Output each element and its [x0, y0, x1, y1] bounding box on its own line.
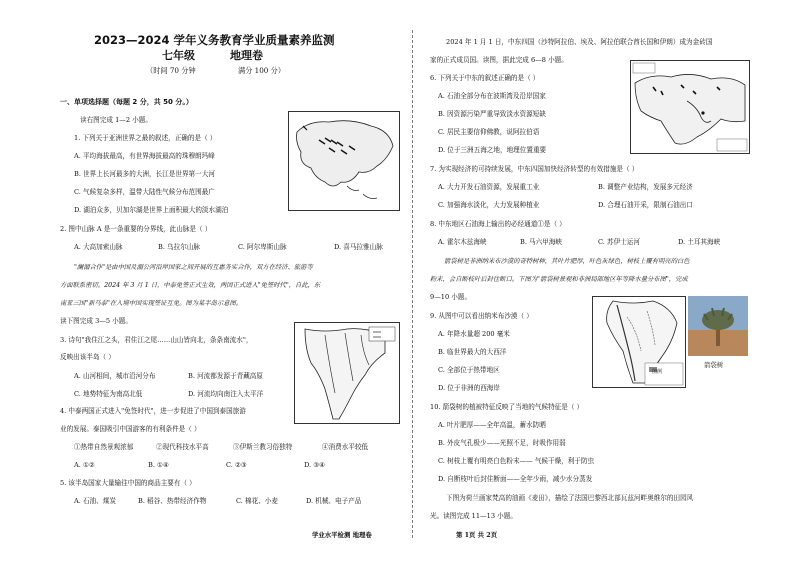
- passage-line-1: "澜湄合作"是由中国及湄公河沿岸国家之间开展的互惠务实合作，双方在经济、旅游等: [74, 264, 313, 271]
- q10-option-b: B. 外皮气孔极少——光照不足，时吸作用弱: [438, 439, 566, 447]
- q3-option-b: B. 河流都发源于青藏高原: [188, 372, 263, 380]
- question-9: 9. 从图中可以看出纳米布沙漠（ ）: [430, 312, 533, 320]
- question-3: 3. 诗句"我住江之头，君住江之尾……山山皆向北，条条南流水"，: [60, 336, 253, 344]
- right-passage-line-1: 2024 年 1 月 1 日，中东四国（沙特阿拉伯、埃及、阿拉伯联合酋长国和伊朗）成为金砖国: [446, 38, 713, 46]
- question-7: 7. 为实现经济的可持续发展，中东四国加快经济转型的有效措施是（ ）: [430, 165, 639, 173]
- right-passage-line-6: 下图为荷兰画家梵高的油画《麦田》，描绘了法国巴黎西北部瓦兹河畔奥维尔的田园风: [446, 494, 694, 502]
- q3-option-c: C. 地势特征为南高北低: [74, 390, 143, 398]
- q7-option-d: D. 合理石油开采，限制石油出口: [598, 201, 693, 209]
- passage-line-2: 方面联系密切。2024 年 3 月 1 日，中泰免签正式生效，两国正式进入"免签时代"，自此，东: [60, 282, 321, 289]
- q10-option-c: C. 树枝上覆有明亮白色粉末—— 气候干燥，利于防虫: [438, 457, 595, 465]
- asia-map: [289, 112, 399, 210]
- q4-item-3: ③伊斯兰教习俗独特: [233, 443, 293, 451]
- q3-option-d: D. 河流均向南注入太平洋: [188, 390, 264, 398]
- q6-option-d: D. 位于三洲五海之地，地理位置重要: [438, 146, 547, 154]
- right-passage-line-2: 家的正式成员国。读图，据此完成 6—8 小题。: [430, 56, 568, 64]
- q4-item-1: ①热带自然景观浓郁: [74, 443, 134, 451]
- question-10: 10. 箭袋树的植被特征反映了当地的气候特征是（ ）: [430, 403, 584, 411]
- question-4: 4. 中泰两国正式进入"免签时代"，进一步促进了中国到泰国旅游: [60, 407, 246, 415]
- q6-option-a: A. 石油全部分布在波斯湾及沿岸国家: [438, 92, 546, 100]
- q6-option-b: B. 因资源污染严重导致淡水资源短缺: [438, 110, 546, 118]
- left-footer: 学业水平检测 地理卷: [312, 531, 372, 539]
- subject-label: 地理卷: [230, 49, 263, 62]
- right-passage-line-4: 粉末，会自断枝叶后封住断口。下图为"箭袋树景观和非洲局部地区年等降水量分布图"，完成: [430, 276, 688, 283]
- q5-option-a: A. 石油、煤炭: [74, 497, 116, 505]
- q1-option-b: B. 世界上长河最多的大洲，长江是世界第一大河: [74, 170, 215, 178]
- column-divider: [412, 30, 413, 538]
- right-passage-line-3: 箭袋树是非洲纳米布沙漠的奇特树种，其叶片肥厚，叶色灰绿色，树枝上覆有明亮的白色: [444, 258, 690, 265]
- q5-option-c: C. 棉花、小麦: [236, 497, 278, 505]
- q8-option-d: D. 土耳其海峡: [678, 238, 721, 246]
- q5-option-b: B. 稻谷、热带经济作物: [138, 497, 207, 505]
- intro-q3-5: 读下图完成 3—5 小题。: [60, 317, 132, 325]
- q10-option-d: D. 自断枝叶后封住断面——全年少雨，减少水分蒸发: [438, 475, 593, 483]
- q9-option-a: A. 年降水量超 200 毫米: [438, 330, 510, 338]
- peninsula-map: [295, 323, 399, 423]
- quiver-tree-image: [688, 296, 748, 356]
- score-info: 满分 100 分）: [238, 66, 286, 75]
- q2-option-a: A. 大高加索山脉: [74, 243, 123, 251]
- q4-option-b: B. ①④: [148, 461, 169, 469]
- q4-item-4: ④消费水平较低: [322, 443, 369, 451]
- grade-label: 七年级: [162, 49, 195, 62]
- q1-option-d: D. 湖泊众多，贝加尔湖是世界上面积最大的淡水湖泊: [74, 206, 229, 214]
- q4-option-d: D. ③④: [304, 461, 326, 469]
- asia-map-figure: [288, 111, 400, 211]
- q5-option-d: D. 机械、电子产品: [306, 497, 362, 505]
- q4-option-a: A. ①②: [74, 461, 95, 469]
- quiver-tree-caption: 箭袋树: [704, 361, 724, 369]
- q1-option-a: A. 平均海拔最高，有世界海拔最高的珠穆朗玛峰: [74, 152, 215, 160]
- q4-option-c: C. ②③: [226, 461, 247, 469]
- right-passage-line-5: 9—10 小题。: [430, 293, 472, 301]
- peninsula-map-figure: [294, 322, 400, 424]
- q7-option-a: A. 大力开发石油资源，发展重工业: [438, 183, 540, 191]
- q8-option-c: C. 苏伊士运河: [598, 238, 640, 246]
- middle-east-map-figure: [630, 60, 750, 154]
- africa-rainfall-map: [593, 297, 685, 387]
- q7-option-c: C. 加强海水淡化，大力发展种植业: [438, 201, 540, 209]
- q2-option-b: B. 乌拉尔山脉: [158, 243, 201, 251]
- q9-option-d: D. 位于非洲的西海岸: [438, 384, 500, 392]
- question-8: 8. 中东地区石油海上输出的必经通道①是（ ）: [430, 220, 566, 228]
- question-4-cont: 业的发展。泰国吸引中国游客的有利条件是（ ）: [60, 425, 201, 433]
- exam-title: 2023—2024 学年义务教育学业质量素养监测: [94, 33, 335, 47]
- page-number-footer: 第 1页 共 2页: [456, 531, 498, 539]
- time-info: （时间 70 分钟: [146, 66, 196, 75]
- passage-line-3: 南亚三国"新马泰"在入境中国实现签证互免。图为某半岛示意图。: [60, 300, 243, 307]
- q2-option-c: C. 阿尔卑斯山脉: [238, 243, 287, 251]
- q1-option-c: C. 气候复杂多样，温带大陆性气候分布范围最广: [74, 188, 215, 196]
- question-2: 2. 图中山脉 A 是一条重要的分界线，此山脉是（ ）: [60, 225, 212, 233]
- q10-option-a: A. 叶片肥厚——全年高温，蓄水防晒: [438, 421, 546, 429]
- q2-option-d: D. 喜马拉雅山脉: [334, 243, 383, 251]
- question-5: 5. 该半岛国家大量输往中国的商品主要有（ ）: [60, 479, 196, 487]
- left-column: [58, 30, 406, 530]
- map-legend-label: 图例: [652, 369, 663, 375]
- right-passage-line-7: 光。读图完成 11—13 小题。: [430, 512, 517, 520]
- q9-option-b: B. 临世界最大的大西洋: [438, 348, 507, 356]
- q8-option-a: A. 霍尔木兹海峡: [438, 238, 487, 246]
- section-heading: 一、单项选择题（每题 2 分，共 50 分。）: [60, 98, 193, 106]
- q7-option-b: B. 调整产业结构，发展多元经济: [598, 183, 693, 191]
- quiver-tree-photo: [688, 296, 748, 356]
- question-6: 6. 下列关于中东的叙述正确的是（ ）: [430, 74, 540, 82]
- q8-option-b: B. 马六甲海峡: [520, 238, 563, 246]
- question-3-cont: 反映出该半岛（ ）: [60, 353, 115, 361]
- q3-option-a: A. 山河相间，城市沿河分布: [74, 372, 156, 380]
- q4-item-2: ②现代科技水平高: [156, 443, 209, 451]
- q6-option-c: C. 居民主要信仰佛教，说阿拉伯语: [438, 128, 540, 136]
- question-1: 1. 下列关于亚洲世界之最的叙述，正确的是（ ）: [74, 134, 217, 142]
- middle-east-map: [631, 61, 749, 153]
- intro-q1-2: 读右图完成 1—2 小题。: [80, 116, 152, 124]
- africa-rainfall-map-figure: [592, 296, 686, 388]
- q9-option-c: C. 全部位于热带地区: [438, 366, 500, 374]
